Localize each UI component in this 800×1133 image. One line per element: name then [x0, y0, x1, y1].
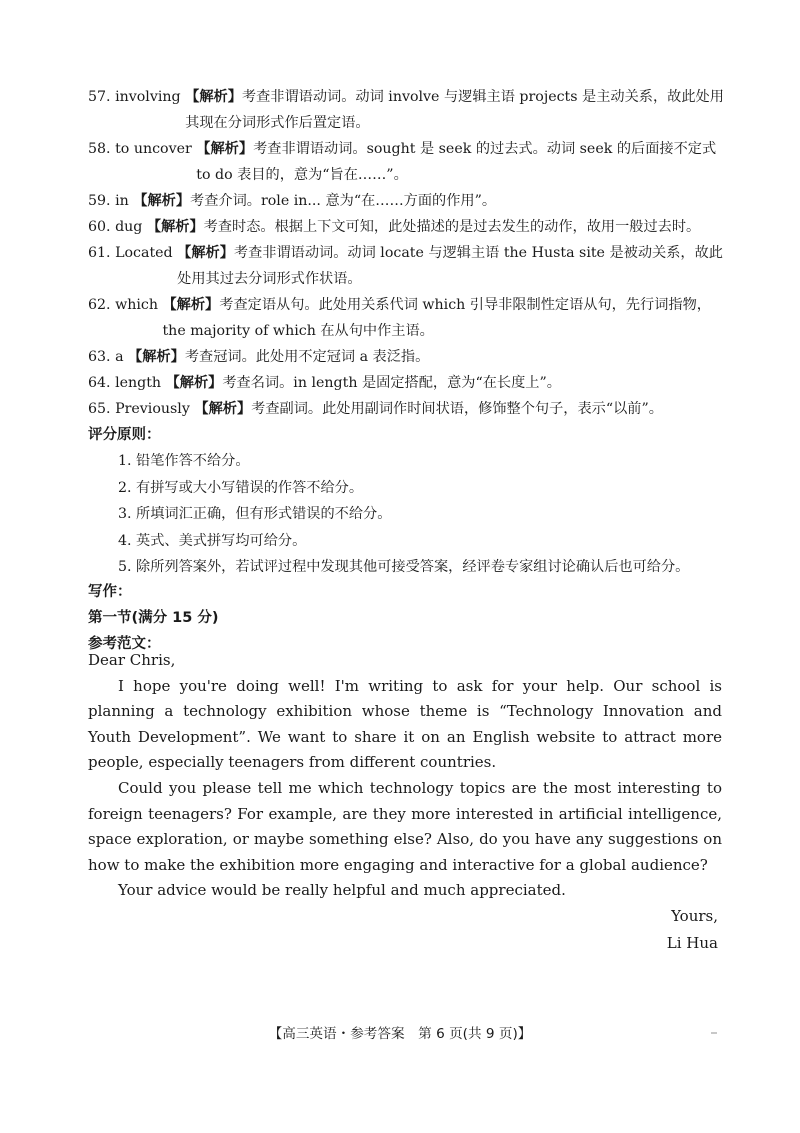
scan-mark — [711, 1032, 717, 1034]
answer-number: 62. which — [88, 297, 163, 313]
writing-section-header — [88, 579, 728, 657]
scoring-rule: 5. 除所列答案外，若试评过程中发现其他可接受答案，经评卷专家组讨论确认后也可给分。 — [118, 559, 690, 576]
analysis-tag: 【解析】 — [177, 245, 234, 261]
analysis-tag: 【解析】 — [165, 375, 223, 391]
analysis-tag: 【解析】 — [128, 349, 185, 365]
answer-text: 考查冠词。此处用不定冠词 a 表泛指。 — [184, 349, 430, 365]
scoring-rules — [88, 422, 738, 580]
answer-item — [88, 396, 728, 422]
answer-text: 考查时态。根据上下文可知，此处描述的是过去发生的动作，故用一般过去时。 — [203, 219, 701, 235]
answer-text: 考查非谓语动词。动词 locate 与逻辑主语 the Husta site 是被动关系，故此处用其过去分词形式作状语。 — [177, 245, 723, 287]
page-footer: 【高三英语・参考答案 第 6 页(共 9 页)】 — [268, 1026, 532, 1042]
answer-number: 63. a — [88, 349, 129, 365]
answer-item — [88, 84, 728, 136]
model-essay — [88, 648, 722, 904]
answer-explanations — [88, 84, 728, 422]
analysis-tag: 【解析】 — [146, 219, 204, 235]
answer-item — [88, 370, 728, 396]
essay-paragraph: Your advice would be really helpful and much appreciated. — [118, 881, 566, 900]
answer-number: 59. in — [88, 193, 134, 209]
model-essay-label: 参考范文： — [88, 636, 161, 652]
answer-item — [88, 292, 728, 344]
answer-number: 57. involving — [88, 89, 186, 105]
answer-number: 61. Located — [88, 245, 178, 261]
scoring-rule: 3. 所填词汇正确，但有形式错误的不给分。 — [118, 506, 392, 523]
answer-text: 考查副词。此处用副词作时间状语，修饰整个句子，表示“以前”。 — [251, 401, 663, 417]
section-title: 第一节(满分 15 分) — [88, 610, 219, 626]
answer-number: 65. Previously — [88, 401, 195, 417]
answer-text: 考查介词。role in... 意为“在……方面的作用”。 — [190, 193, 497, 209]
answer-item — [88, 136, 728, 188]
scoring-rule: 4. 英式、美式拼写均可给分。 — [118, 532, 307, 549]
analysis-tag: 【解析】 — [185, 89, 242, 105]
essay-signature: Li Hua — [666, 934, 718, 952]
analysis-tag: 【解析】 — [133, 193, 191, 209]
answer-text: 考查定语从句。此处用关系代词 which 引导非限制性定语从句，先行词指物，the majority of which 在从句中作主语。 — [162, 297, 711, 339]
essay-paragraph: Could you please tell me which technology topics are the most interesting to foreign teenagers? For example, are they more interested in artificial intelligence, space exploration, or maybe something else? Also, do you have any suggestions on how to make the exhibition more engaging and interactive for a global audience? — [88, 778, 722, 874]
answer-item — [88, 214, 728, 240]
answer-item — [88, 188, 728, 214]
answer-text: 考查名词。in length 是固定搭配，意为“在长度上”。 — [222, 375, 561, 391]
analysis-tag: 【解析】 — [196, 141, 254, 157]
answer-item — [88, 344, 728, 370]
answer-number: 60. dug — [88, 219, 147, 235]
analysis-tag: 【解析】 — [194, 401, 252, 417]
answer-number: 58. to uncover — [88, 141, 197, 157]
scoring-rule: 2. 有拼写或大小写错误的作答不给分。 — [118, 479, 364, 496]
essay-paragraph: I hope you're doing well! I'm writing to ask for your help. Our school is planning a technology exhibition whose theme is “Technology Innovation and Youth Development”. We want to share it on an English website to attract more people, especially teenagers from different countries. — [88, 676, 722, 772]
analysis-tag: 【解析】 — [162, 297, 220, 313]
writing-heading: 写作： — [88, 584, 132, 600]
scoring-rules-heading: 评分原则： — [88, 427, 161, 443]
answer-text: 考查非谓语动词。sought 是 seek 的过去式。动词 seek 的后面接不定式 to do 表目的，意为“旨在……”。 — [196, 141, 717, 183]
essay-signoff — [667, 903, 718, 957]
answer-item — [88, 240, 728, 292]
scoring-rule: 1. 铅笔作答不给分。 — [118, 453, 250, 470]
essay-closing: Yours, — [671, 907, 718, 925]
answer-number: 64. length — [88, 375, 166, 391]
essay-greeting: Dear Chris, — [88, 651, 176, 669]
answer-text: 考查非谓语动词。动词 involve 与逻辑主语 projects 是主动关系，故此处用其现在分词形式作后置定语。 — [185, 89, 724, 131]
